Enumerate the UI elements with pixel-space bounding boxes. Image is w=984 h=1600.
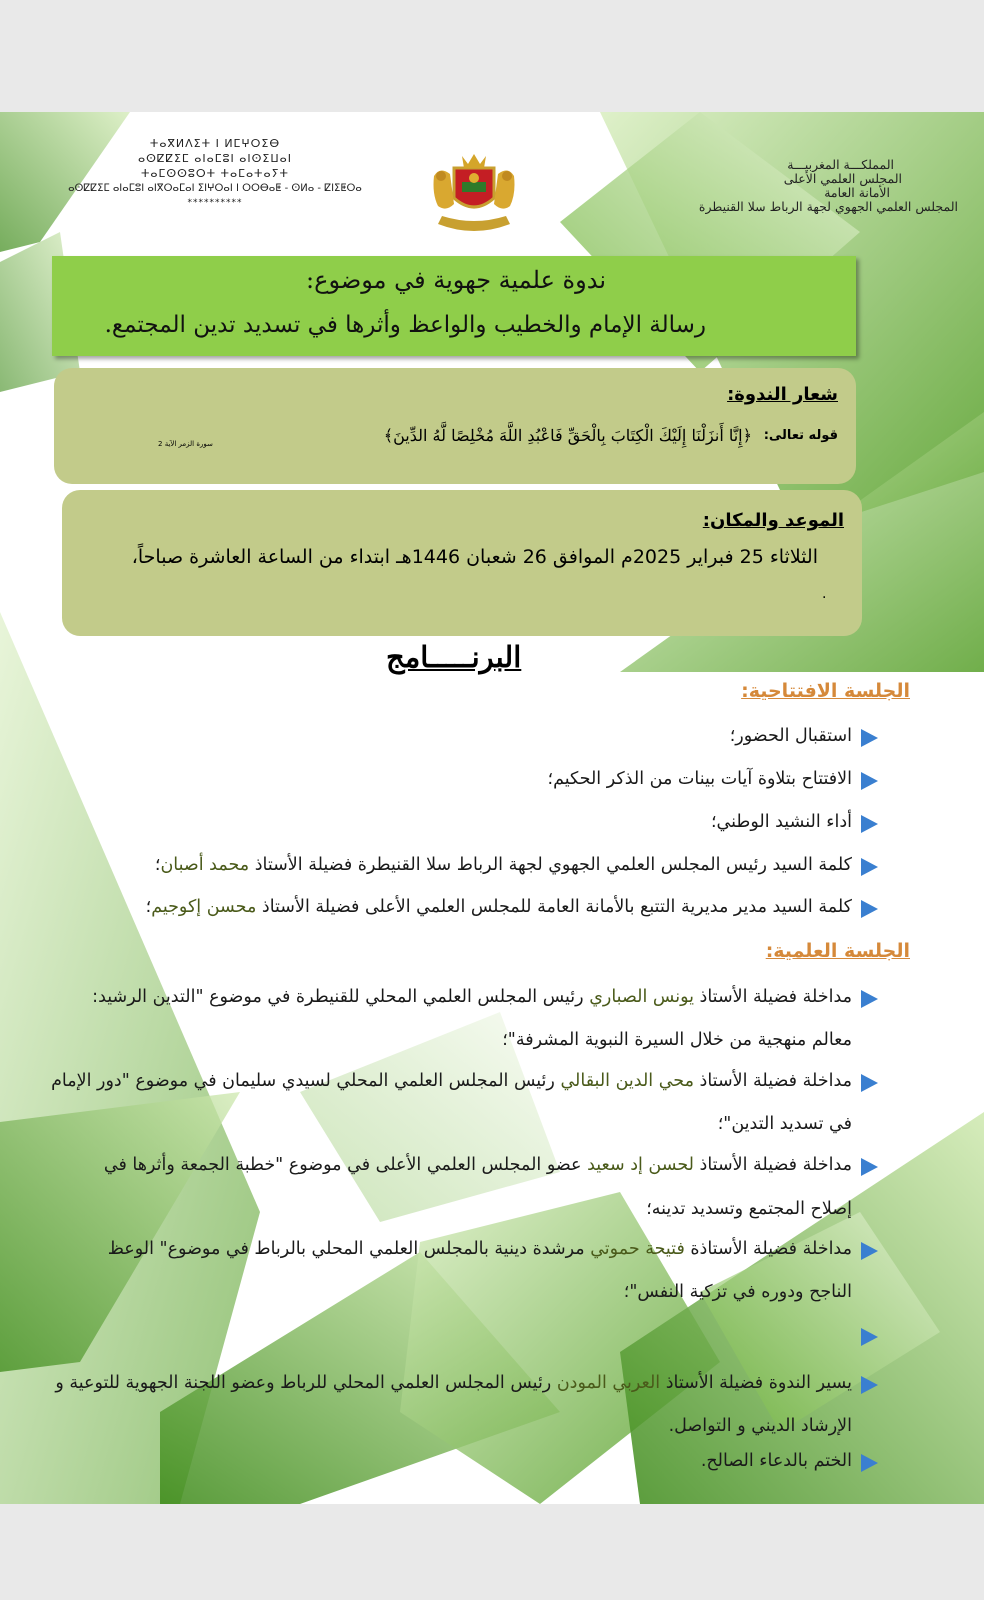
bullet-arrow-icon [861,1454,878,1472]
date-venue-label: الموعد والمكان: [702,510,844,531]
header-line-3: الأمانة العامة [824,185,890,200]
item-text: رئيس المجلس العلمي المحلي لسيدي سليمان في موضوع "دور الإمام [51,1071,561,1091]
arabic-header [612,157,958,214]
item-text: مداخلة فضيلة الأستاذ [693,1071,852,1091]
bullet-arrow-icon [861,772,878,790]
opening-item-2: الافتتاح بتلاوة آيات بينات من الذكر الحكيم؛ [547,769,852,789]
header-line-1: المملكـــة المغربيـــة [787,157,894,172]
title-banner [52,256,856,356]
title-line-2: رسالة الإمام والخطيب والواعظ وأثرها في تسديد تدين المجتمع. [104,312,706,338]
opening-item-3: أداء النشيد الوطني؛ [710,812,852,832]
speaker-name: فتيحة حموتي [590,1239,685,1259]
date-dot: . [822,586,827,602]
opening-item-5-text: كلمة السيد مدير مديرية التتبع بالأمانة العامة للمجلس العلمي الأعلى فضيلة الأستاذ [256,897,852,917]
coat-of-arms-icon [424,146,524,232]
speaker-name: محي الدين البقالي [560,1071,694,1091]
program-title: البرنـــــامج [386,640,522,674]
opening-item-5 [146,897,852,917]
scientific-item-4-cont: الناجح ودوره في تزكية النفس"؛ [623,1282,852,1302]
slogan-reference: سورة الزمر الآية 2 [158,440,213,448]
slogan-box [54,368,856,484]
speaker-name: العربي المودن [556,1373,661,1393]
bullet-arrow-icon [861,1074,878,1092]
bullet-arrow-icon [861,1158,878,1176]
tifinagh-line-1: ⵜⴰⴳⵍⴷⵉⵜ ⵏ ⵍⵎⵖⵔⵉⴱ [149,137,281,150]
speaker-name: محمد أصبان [160,855,250,875]
speaker-name: محسن إكوجيم [151,897,257,917]
opening-session-heading: الجلسة الافتتاحية: [741,680,910,702]
bullet-arrow-icon [861,900,878,918]
opening-item-4 [155,855,852,875]
item-text: مداخلة فضيلة الأستاذ [693,987,852,1007]
bullet-arrow-icon [861,1328,878,1346]
tifinagh-header [30,136,400,211]
slogan-intro: قوله تعالى: [763,428,838,443]
tifinagh-line-2: ⴰⵙⵇⵇⵉⵎ ⴰⵏⴰⵎⵓⵏ ⴰⵏⵙⵉⵡⴰⵏ [138,152,292,165]
document-page [0,112,984,1504]
opening-item-4-text: كلمة السيد رئيس المجلس العلمي الجهوي لجهة الرباط سلا القنيطرة فضيلة الأستاذ [249,855,852,875]
bullet-arrow-icon [861,815,878,833]
header-line-4: المجلس العلمي الجهوي لجهة الرباط سلا القنيطرة [698,199,958,214]
scientific-item-2-cont: في تسديد التدين"؛ [717,1114,852,1134]
bullet-arrow-icon [861,1242,878,1260]
speaker-name: يونس الصباري [589,987,694,1007]
slogan-quote: ﴿إِنَّا أَنزَلْنَا إِلَيْكَ الْكِتَابَ بِالْحَقِّ فَاعْبُدِ اللَّهَ مُخْلِصًا لَّهُ الدِّينَ﴾ [383,426,752,445]
opening-item-1: استقبال الحضور؛ [729,726,852,746]
scientific-item-1-cont: معالم منهجية من خلال السيرة النبوية المشرفة"؛ [502,1030,852,1050]
moderator-item [55,1373,852,1393]
title-line-1: ندوة علمية جهوية في موضوع: [306,266,606,294]
item-text: رئيس المجلس العلمي المحلي للقنيطرة في موضوع "التدين الرشيد: [92,987,590,1007]
scientific-item-3-cont: إصلاح المجتمع وتسديد تدينه؛ [646,1199,852,1219]
bullet-arrow-icon [861,858,878,876]
item-text: مرشدة دينية بالمجلس العلمي المحلي بالرباط في موضوع" الوعظ [107,1239,591,1259]
tifinagh-line-5: ********** [187,198,243,208]
bullet-arrow-icon [861,1376,878,1394]
item-text: مداخلة فضيلة الأستاذ [693,1155,852,1175]
tifinagh-line-4: ⴰⵙⵇⵇⵉⵎ ⴰⵏⴰⵎⵓⵏ ⴰⵏⴳⵔⴰⵎⴰⵏ ⵉⵏⵖⵔⴰⵏ ⵏ ⵔⵔⴱⴰⵟ - ⵙⵍⴰ - ⵇⵏⵉⵟⵔⴰ [68,183,362,194]
tifinagh-line-3: ⵜⴰⵎⵙⵙⵓⵔⵜ ⵜⴰⵎⴰⵜⴰⵢⵜ [140,167,290,180]
opening-item-5-suffix: ؛ [145,897,152,917]
closing-item: الختم بالدعاء الصالح. [700,1451,852,1471]
item-text: رئيس المجلس العلمي المحلي للرباط وعضو اللجنة الجهوية للتوعية و [55,1373,557,1393]
item-text: عضو المجلس العلمي الأعلى في موضوع "خطبة الجمعة وأثرها في [103,1155,588,1175]
moderator-item-cont: الإرشاد الديني و التواصل. [668,1416,852,1436]
scientific-session-heading: الجلسة العلمية: [765,940,910,962]
date-venue-box [62,490,862,636]
item-text: يسير الندوة فضيلة الأستاذ [660,1373,852,1393]
scientific-item-4 [108,1239,852,1259]
bullet-arrow-icon [861,990,878,1008]
scientific-item-2 [51,1071,852,1091]
slogan-label: شعار الندوة: [727,384,838,405]
bullet-arrow-icon [861,729,878,747]
item-text: مداخلة فضيلة الأستاذة [684,1239,852,1259]
date-venue-text: الثلاثاء 25 فبراير 2025م الموافق 26 شعبان 1446هـ ابتداء من الساعة العاشرة صباحاً، [131,546,818,568]
header-line-2: المجلس العلمي الأعلى [783,171,902,186]
scientific-item-3 [104,1155,852,1175]
opening-item-4-suffix: ؛ [154,855,161,875]
speaker-name: لحسن إد سعيد [587,1155,694,1175]
scientific-item-1 [92,987,852,1007]
